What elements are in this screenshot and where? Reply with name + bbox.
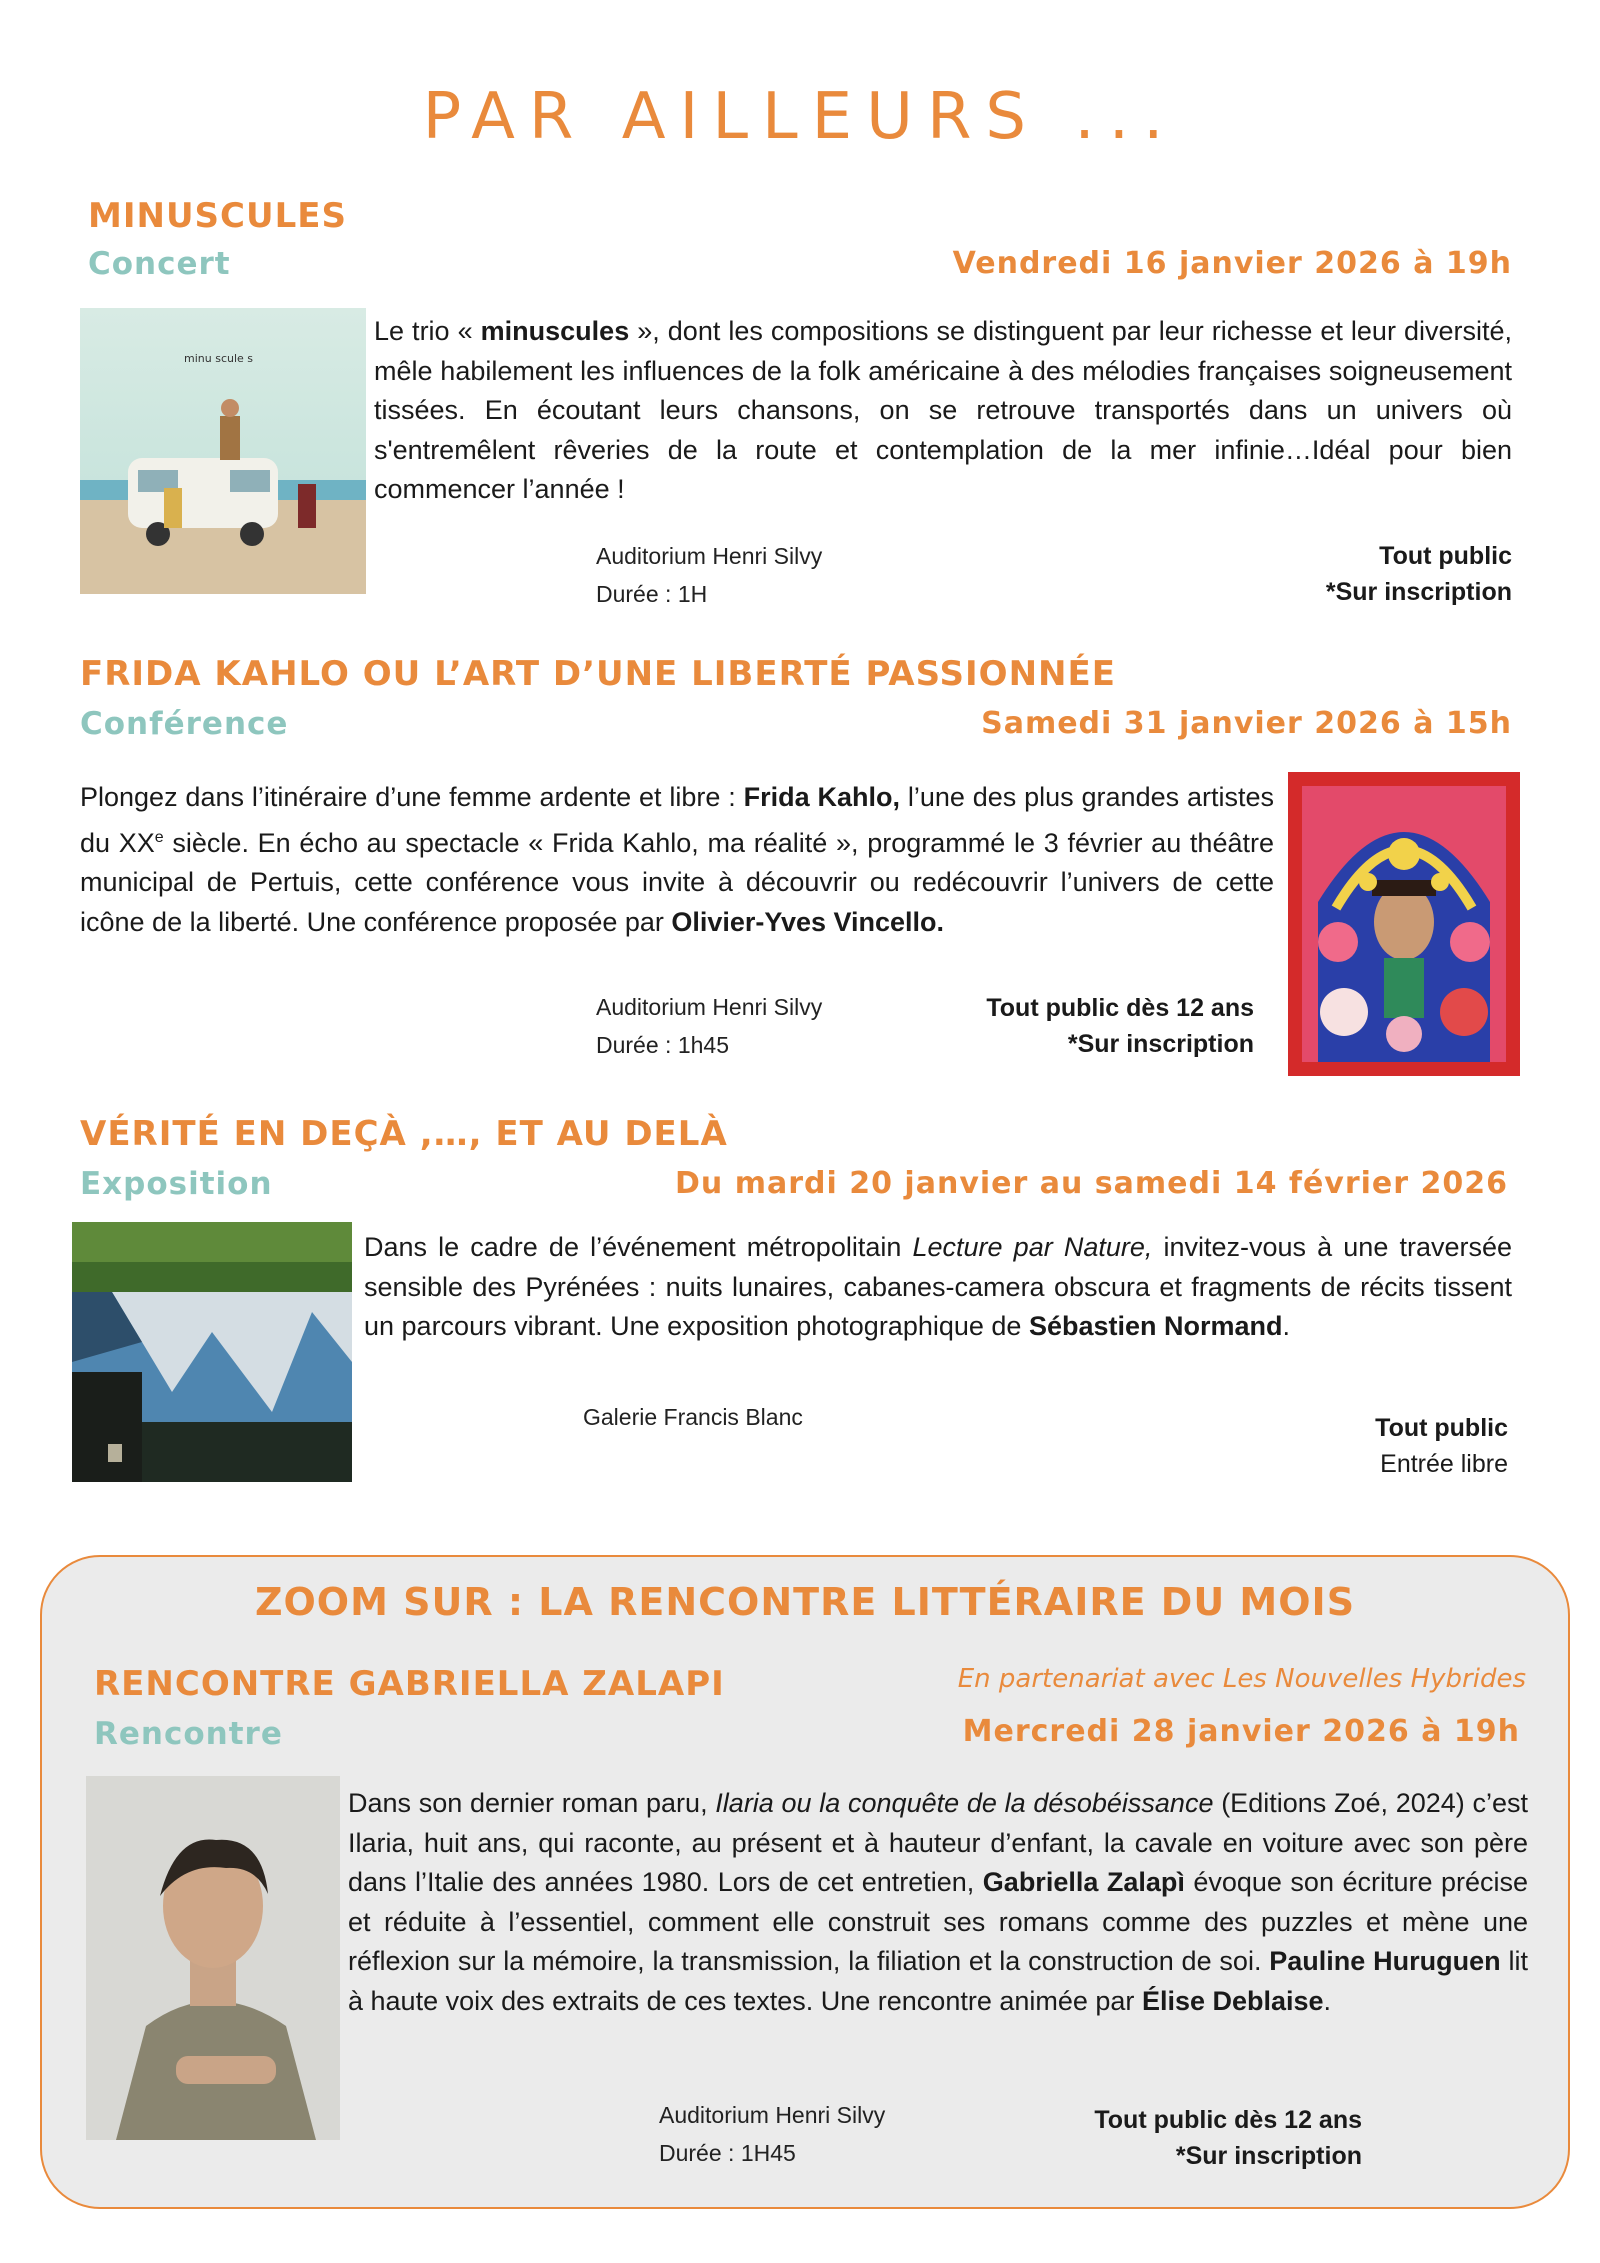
event-venue: Auditorium Henri Silvy [596, 543, 823, 569]
event-title: FRIDA KAHLO OU L’ART D’UNE LIBERTÉ PASSIONNÉE [80, 654, 1116, 694]
event-description: Le trio « minuscules », dont les compositions se distinguent par leur richesse et leur diversité, mêle habilement les influences de la folk américaine à des mélodies françaises soigneusement tissées. En écoutant leurs chansons, on se retrouve transportés dans un univers où s'entremêlent rêveries de la route et contemplation de la mer infinie…Idéal pour bien commencer l’année ! [374, 316, 1513, 504]
event-audience: Tout public dès 12 ans [986, 994, 1254, 1022]
frida-kahlo-painting-image [1288, 772, 1520, 1076]
event-admission-note: Entrée libre [1380, 1450, 1508, 1478]
zoom-event-title: RENCONTRE GABRIELLA ZALAPI [94, 1664, 725, 1704]
zoom-heading: ZOOM SUR : LA RENCONTRE LITTÉRAIRE DU MOIS [254, 1580, 1356, 1624]
exhibition-photo [72, 1222, 352, 1482]
author-portrait-photo [86, 1776, 340, 2140]
event-description: Plongez dans l’itinéraire d’une femme ardente et libre : Frida Kahlo, l’une des plus grandes artistes du XXe siècle. En écho au spectacle « Frida Kahlo, ma réalité », programmé le 3 février au théâtre municipal de Pertuis, cette conférence vous invite à découvrir ou redécouvrir l’univers de cette icône de la liberté. Une conférence proposée par Olivier-Yves Vincello. [80, 782, 1274, 937]
event-registration-note: *Sur inscription [1067, 1030, 1254, 1058]
event-venue: Auditorium Henri Silvy [596, 994, 823, 1020]
page-title: PAR AILLEURS ... [422, 80, 1178, 154]
event-type: Exposition [80, 1166, 273, 1202]
zoom-description: Dans son dernier roman paru, Ilaria ou la conquête de la désobéissance (Editions Zoé, 2024) c’est Ilaria, huit ans, qui raconte, au présent et à hauteur d’enfant, la cavale en voiture avec son père dans l’Italie des années 1980. Lors de cet entretien, Gabriella Zalapì évoque son écriture précise et réduite à l’essentiel, comment elle construit ses romans comme des puzzles et mène une réflexion sur la mémoire, la transmission, la filiation et la construction de soi. Pauline Huruguen lit à haute voix des extraits de ces textes. Une rencontre animée par Élise Deblaise. [348, 1788, 1529, 2016]
event-venue: Galerie Francis Blanc [583, 1404, 803, 1430]
event-date: Du mardi 20 janvier au samedi 14 février 2026 [675, 1166, 1508, 1201]
event-date: Vendredi 16 janvier 2026 à 19h [952, 246, 1512, 281]
album-cover-image [80, 308, 366, 594]
event-date: Samedi 31 janvier 2026 à 15h [981, 706, 1512, 741]
zoom-partner: En partenariat avec Les Nouvelles Hybrides [957, 1664, 1526, 1694]
event-duration: Durée : 1H [596, 581, 708, 607]
event-description: Dans le cadre de l’événement métropolitain Lecture par Nature, invitez-vous à une traversée sensible des Pyrénées : nuits lunaires, cabanes-camera obscura et fragments de récits tissent un parcours vibrant. Une exposition photographique de Sébastien Normand. [364, 1232, 1512, 1341]
zoom-duration: Durée : 1H45 [659, 2140, 796, 2166]
zoom-registration-note: *Sur inscription [1175, 2142, 1362, 2170]
event-title: VÉRITÉ EN DEÇÀ ,…, ET AU DELÀ [80, 1114, 728, 1154]
zoom-venue: Auditorium Henri Silvy [659, 2102, 886, 2128]
event-audience: Tout public [1379, 542, 1512, 570]
event-registration-note: *Sur inscription [1325, 578, 1512, 606]
zoom-event-date: Mercredi 28 janvier 2026 à 19h [962, 1714, 1520, 1749]
event-type: Concert [88, 246, 231, 282]
album-cover-text: minu scule s [184, 352, 254, 365]
zoom-event-type: Rencontre [94, 1716, 283, 1752]
zoom-audience: Tout public dès 12 ans [1094, 2106, 1362, 2134]
event-type: Conférence [80, 706, 289, 742]
event-duration: Durée : 1h45 [596, 1032, 729, 1058]
event-audience: Tout public [1375, 1414, 1508, 1442]
event-title: MINUSCULES [88, 196, 347, 236]
